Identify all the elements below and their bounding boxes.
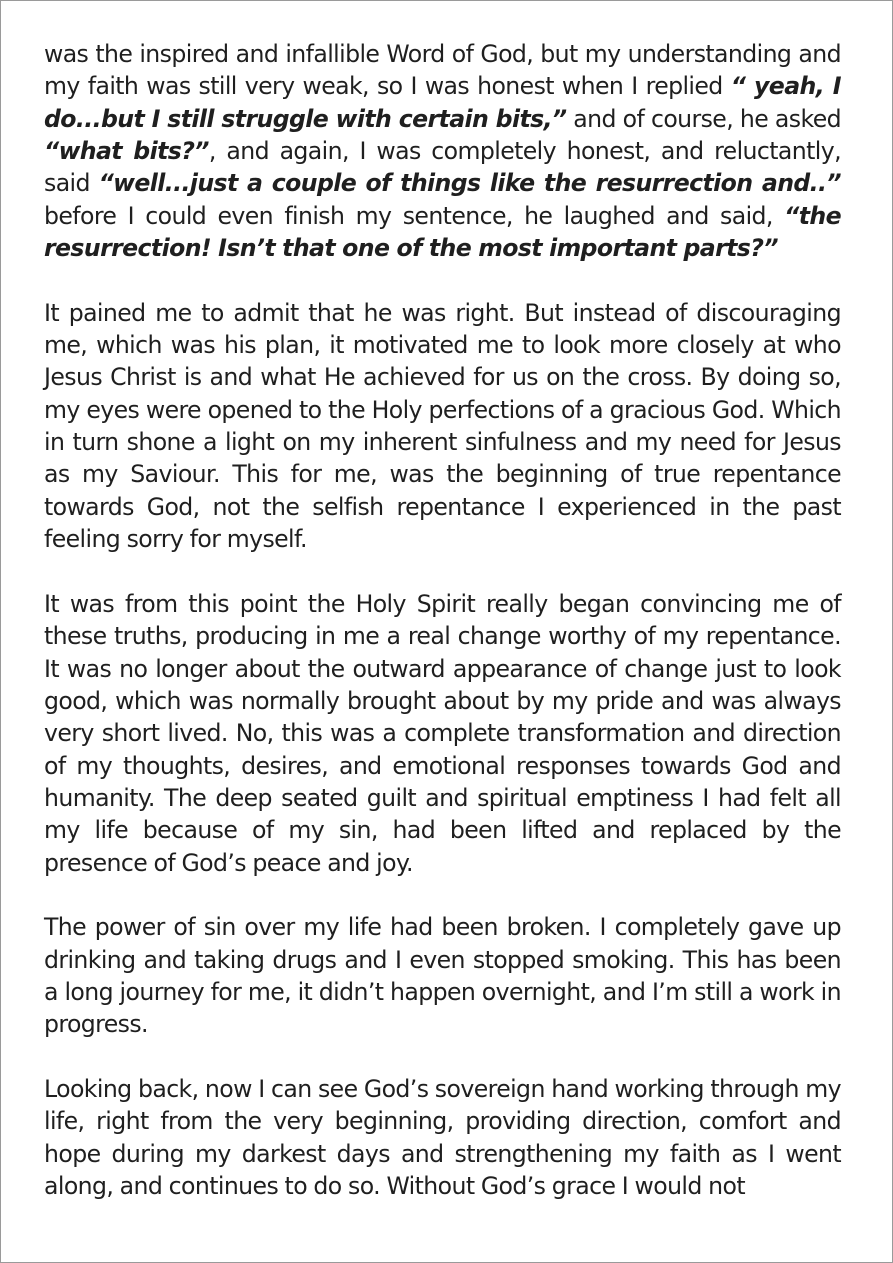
paragraph-2 bbox=[44, 297, 841, 556]
paragraph-3 bbox=[44, 588, 841, 879]
paragraph-4 bbox=[44, 911, 841, 1040]
quoted-speech: “what bits?” bbox=[44, 137, 209, 166]
text-run: It was from this point the Holy Spirit really began convincing me of these truths, producing in me a real change worthy of my repentance. It was no longer about the outward appearance of change just to look good, which was normally brought about by my pride and was always very short lived. No, this was a complete transformation and direction of my thoughts, desires, and emotional responses towards God and humanity. The deep seated guilt and spiritual emptiness I had felt all my life because of my sin, had been lifted and replaced by the presence of God’s peace and joy. bbox=[44, 589, 841, 877]
quoted-speech: “ yeah, I do...but I still struggle with certain bits,” bbox=[44, 72, 841, 133]
text-run: was the inspired and infallible Word of God, but my understanding and my faith was still very weak, so I was honest when I replied bbox=[44, 40, 841, 101]
text-run: The power of sin over my life had been broken. I completely gave up drinking and taking drugs and I even stopped smoking. This has been a long journey for me, it didn’t happen overnight, and I’m still a work in progress. bbox=[44, 913, 841, 1039]
paragraph-5 bbox=[44, 1073, 841, 1202]
text-run: before I could even finish my sentence, he laughed and said, bbox=[44, 201, 785, 230]
text-run: and of course, he asked bbox=[566, 104, 841, 133]
quoted-speech: “the resurrection! Isn’t that one of the most important parts?” bbox=[44, 201, 841, 263]
text-run: It pained me to admit that he was right. But instead of discouraging me, which was his plan, it motivated me to look more closely at who Jesus Christ is and what He achieved for us on the cross. By doing so, my eyes were opened to the Holy perfections of a gracious God. Which in turn shone a light on my inherent sinfulness and my need for Jesus as my Saviour. This for me, was the beginning of true repentance towards God, not the selfish repentance I experienced in the past feeling sorry for myself. bbox=[44, 298, 841, 554]
text-run: Looking back, now I can see God’s sovereign hand working through my life, right from the very beginning, providing direction, comfort and hope during my darkest days and strengthening my faith as I went along, and continues to do so. Without God’s grace I would not bbox=[44, 1075, 841, 1201]
text-run: , and again, I was completely honest, and reluctantly, said bbox=[44, 137, 841, 198]
body-text bbox=[44, 38, 841, 1202]
paragraph-1 bbox=[44, 38, 841, 264]
quoted-speech: “well...just a couple of things like the resurrection and..” bbox=[98, 169, 841, 198]
